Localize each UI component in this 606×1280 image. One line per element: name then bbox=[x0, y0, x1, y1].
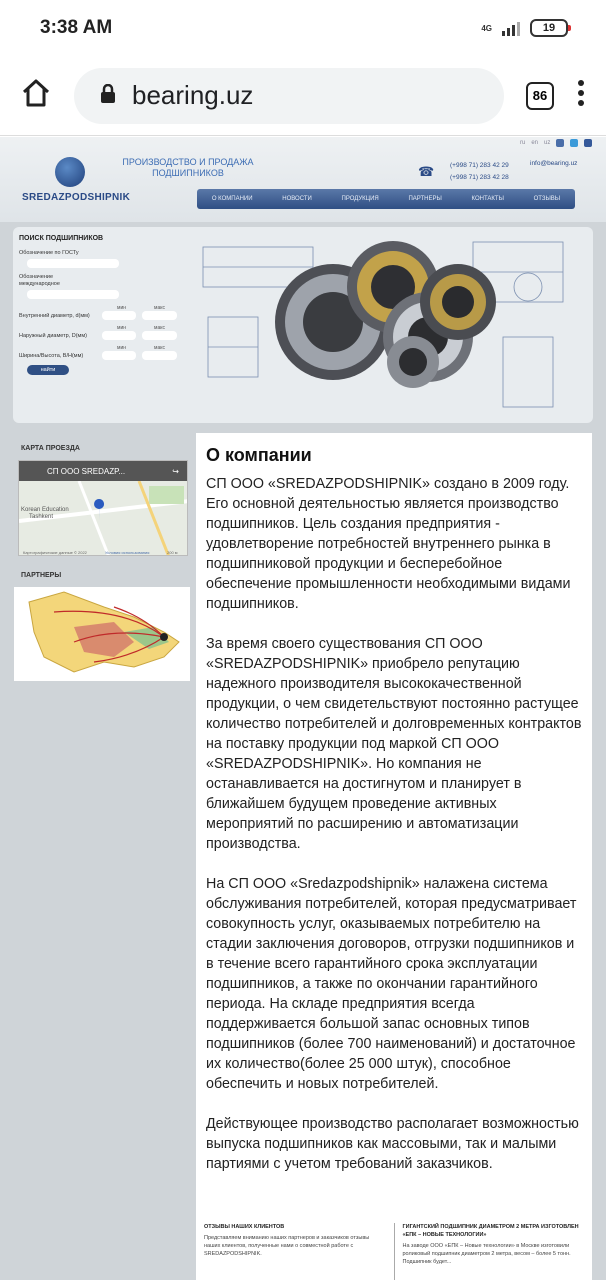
nav-item-products[interactable]: ПРОДУКЦИЯ bbox=[341, 196, 379, 202]
nav-item-reviews[interactable]: ОТЗЫВЫ bbox=[533, 196, 561, 202]
min-label-2: мин bbox=[117, 325, 126, 331]
more-menu-icon[interactable] bbox=[576, 78, 586, 113]
phone-2[interactable]: (+998 71) 283 42 28 bbox=[450, 174, 509, 181]
footer-news bbox=[196, 1211, 592, 1280]
nav-item-about[interactable]: О КОМПАНИИ bbox=[211, 196, 253, 202]
logo-text[interactable]: SREDAZPODSHIPNIK bbox=[22, 192, 131, 203]
facebook-icon[interactable] bbox=[584, 139, 592, 147]
gost-label: Обозначение по ГОСТу bbox=[19, 250, 79, 256]
nav-item-partners[interactable]: ПАРТНЕРЫ bbox=[408, 196, 442, 202]
min-label-3: мин bbox=[117, 345, 126, 351]
inner-min-input[interactable] bbox=[102, 311, 137, 320]
reviews-block bbox=[204, 1223, 386, 1280]
intl-input[interactable] bbox=[27, 290, 119, 299]
news-title[interactable]: ГИГАНТСКИЙ ПОДШИПНИК ДИАМЕТРОМ 2 МЕТРА ИЗГОТОВЛЕН «ЕПК – НОВЫЕ ТЕХНОЛОГИИ» bbox=[402, 1224, 579, 1238]
email-link[interactable]: info@bearing.uz bbox=[530, 160, 578, 167]
map-terms[interactable]: Условия использования bbox=[105, 550, 150, 555]
gost-input[interactable] bbox=[27, 259, 119, 268]
twitter-icon[interactable] bbox=[570, 139, 578, 147]
lang-uz[interactable]: uz bbox=[544, 140, 551, 146]
site-header bbox=[0, 137, 606, 222]
map-label-1: Korean Education bbox=[21, 507, 69, 513]
width-label: Ширина/Высота, B/H(мм) bbox=[19, 353, 84, 359]
url-text: bearing.uz bbox=[132, 80, 254, 110]
nav-item-news[interactable]: НОВОСТИ bbox=[282, 196, 312, 202]
phone-numbers bbox=[450, 160, 509, 184]
news-block bbox=[394, 1223, 585, 1280]
map-footer: Картографические данные © 2022 bbox=[23, 550, 87, 555]
language-switcher bbox=[520, 139, 592, 147]
lang-ru[interactable]: ru bbox=[520, 140, 526, 146]
phone-icon: ☎ bbox=[418, 164, 435, 179]
outer-label: Наружный диаметр, D(мм) bbox=[19, 333, 87, 339]
search-title: ПОИСК ПОДШИПНИКОВ bbox=[19, 235, 104, 242]
bearings-illustration bbox=[183, 227, 593, 423]
status-icons bbox=[481, 19, 568, 37]
rss-icon[interactable] bbox=[556, 139, 564, 147]
home-icon[interactable] bbox=[20, 77, 52, 114]
bearing-search-form bbox=[13, 227, 183, 423]
phone-1[interactable]: (+998 71) 283 42 29 bbox=[450, 162, 509, 169]
hero-banner bbox=[13, 227, 593, 423]
address-bar[interactable] bbox=[74, 68, 504, 124]
inner-label: Внутренний диаметр, d(мм) bbox=[19, 313, 90, 319]
main-nav bbox=[197, 189, 575, 209]
about-paragraph-1: СП ООО «SREDAZPODSHIPNIK» создано в 2009 году. Его основной деятельностью является производство подшипников. Цель создания предприятия - удовлетворение потребностей внутреннего рынка в подшипниковой продукции и бесперебойное обеспечение промышленности необходимыми видами подшипников. bbox=[206, 476, 571, 612]
min-label: мин bbox=[117, 305, 126, 311]
status-time: 3:38 AM bbox=[40, 17, 113, 38]
nav-item-contacts[interactable]: КОНТАКТЫ bbox=[471, 196, 504, 202]
width-min-input[interactable] bbox=[102, 351, 137, 360]
news-text: На заводе ООО «ЕПК – Новые технологии» в Москве изготовили роликовый подшипник диаметром 2 метра, весом – более 5 тонн. Подшипник будет... bbox=[402, 1243, 571, 1265]
share-icon[interactable]: ↪ bbox=[172, 466, 179, 476]
outer-diameter-row bbox=[19, 331, 177, 340]
lock-icon bbox=[100, 80, 116, 111]
about-paragraph-4: Действующее производство располагает возможностью выпуска подшипников как массовыми, так и малыми партиями с учетом требований заказчиков. bbox=[206, 1116, 579, 1172]
about-content bbox=[196, 433, 592, 1280]
reviews-title[interactable]: ОТЗЫВЫ НАШИХ КЛИЕНТОВ bbox=[204, 1224, 285, 1230]
max-label-3: макс bbox=[154, 345, 165, 351]
outer-min-input[interactable] bbox=[102, 331, 137, 340]
network-label: 4G bbox=[481, 23, 492, 33]
browser-toolbar bbox=[0, 56, 606, 136]
logo-icon[interactable] bbox=[55, 157, 85, 187]
web-page bbox=[0, 137, 606, 1280]
tabs-button[interactable]: 86 bbox=[526, 82, 554, 110]
max-label: макс bbox=[154, 305, 165, 311]
lang-en[interactable]: en bbox=[531, 140, 539, 146]
inner-max-input[interactable] bbox=[142, 311, 177, 320]
map-title: КАРТА ПРОЕЗДА bbox=[21, 445, 80, 452]
reviews-text: Представляем вниманию наших партнеров и заказчиков отзывы наших клиентов, полученные нами о совместной работе с SREDAZPODSHIPNIK. bbox=[204, 1235, 370, 1257]
max-label-2: макс bbox=[154, 325, 165, 331]
map-tiles bbox=[19, 481, 188, 556]
width-max-input[interactable] bbox=[142, 351, 177, 360]
partners-title: ПАРТНЕРЫ bbox=[21, 572, 62, 579]
page-title: О компании bbox=[206, 445, 312, 465]
sidebar bbox=[13, 433, 191, 681]
signal-icon bbox=[502, 20, 520, 36]
site-tagline: ПРОИЗВОДСТВО И ПРОДАЖА ПОДШИПНИКОВ bbox=[122, 157, 254, 178]
find-button[interactable]: найти bbox=[27, 365, 69, 375]
intl-label: Обозначение международное bbox=[19, 274, 60, 287]
about-paragraph-2: За время своего существования СП ООО «SREDAZPODSHIPNIK» приобрело репутацию надежного производителя высококачественной продукции, о чем свидетельствуют постоянно растущее количество потребителей и долговременных контрактов на поставку продукции под маркой СП ООО «SREDAZPODSHIPNIK». Но компания не останавливается на достигнутом и планирует в ближайшем будущем проведение активных мероприятий по расширению и автоматизации производства. bbox=[206, 636, 582, 852]
partners-map-image[interactable] bbox=[14, 587, 190, 681]
map-place-name: СП ООО SREDAZP... bbox=[47, 466, 126, 476]
map-header bbox=[19, 461, 187, 481]
outer-max-input[interactable] bbox=[142, 331, 177, 340]
about-paragraph-3: На СП ООО «Sredazpodshipnik» налажена система обслуживания потребителей, которая предусматривает совокупность услуг, оказываемых потребителю на стадии заключения договоров, отгрузки подшипников и в течение всего гарантийного срока эксплуатации подшипников, а также по окончании гарантийного периода. На складе предприятия всегда поддерживается большой запас основных типов подшипников (более 700 наименований) и достаточное их количество(более 25 000 штук), способное обеспечить и новых потребителей. bbox=[206, 876, 577, 1092]
map-label-2: Tashkent bbox=[29, 514, 54, 520]
width-row bbox=[19, 351, 177, 360]
map-scale: 200 м bbox=[167, 550, 178, 555]
battery-icon: 19 bbox=[530, 19, 568, 37]
status-bar bbox=[0, 0, 606, 56]
google-map[interactable] bbox=[18, 460, 188, 556]
inner-diameter-row bbox=[19, 311, 177, 320]
